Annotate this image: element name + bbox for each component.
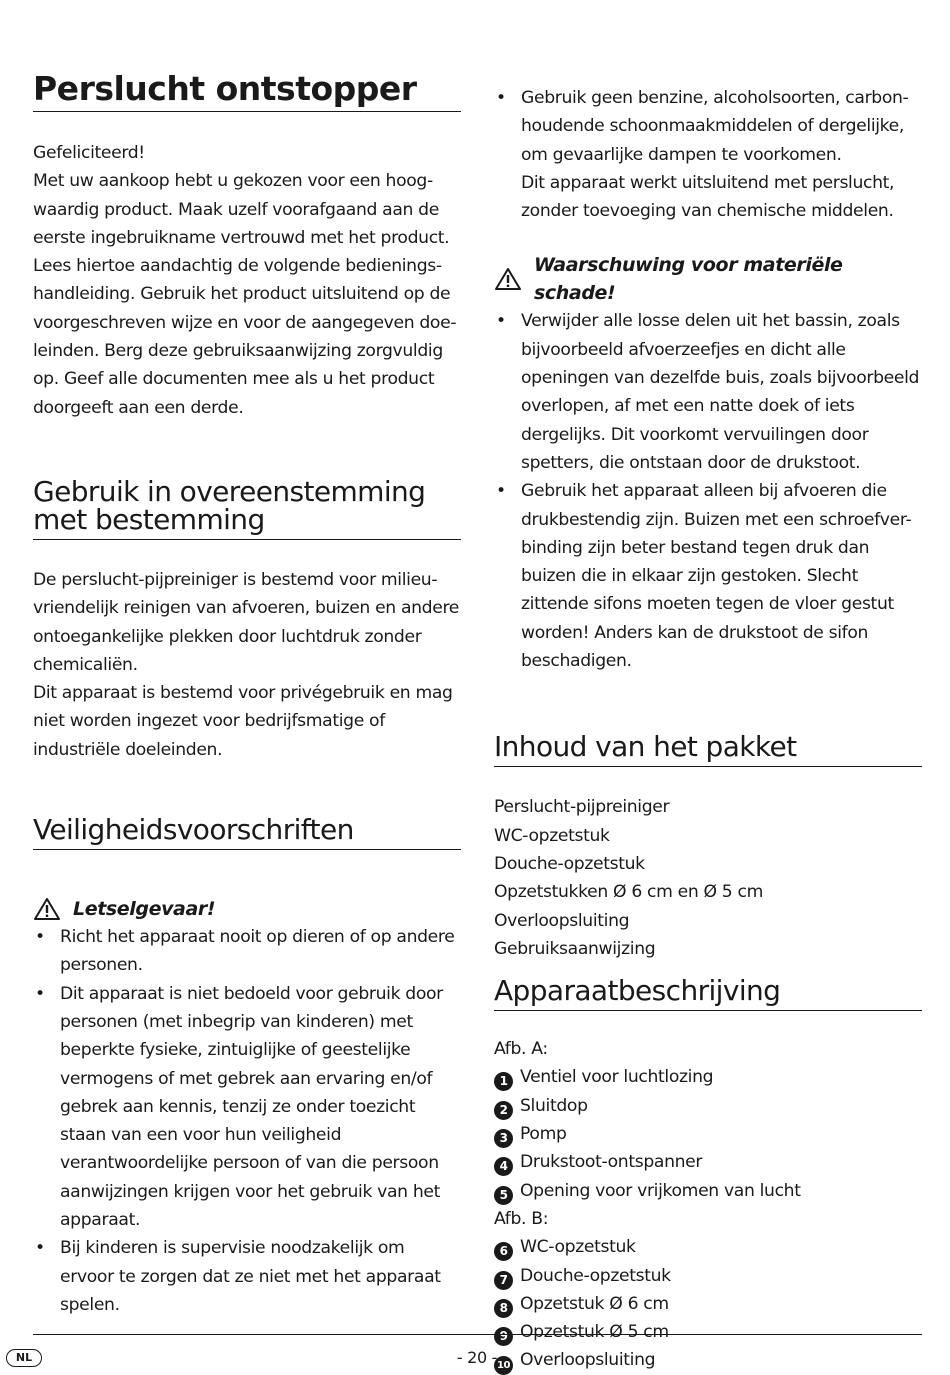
list-item: Douche-opzetstuk [494, 853, 645, 874]
language-badge: NL [6, 1349, 42, 1367]
list-item: • Bij kinderen is supervisie noodzakelijk om ervoor te zorgen dat ze niet met het apparaat spelen. [33, 1234, 461, 1319]
number-badge-icon: 2 [494, 1101, 513, 1120]
item-text: Pomp [520, 1124, 567, 1145]
injury-warning-text: Letselgevaar! [73, 898, 216, 921]
use-block [33, 566, 461, 764]
list-item: Gebruiksaanwijzing [494, 938, 656, 959]
number-badge-icon: 4 [494, 1157, 513, 1176]
bullet-text: Gebruik geen benzine, alcoholsoorten, carbon-houdende schoonmaakmiddelen of dergelijke, om gevaarlijke dampen te voorkomen. [521, 88, 909, 165]
number-badge-icon: 5 [494, 1186, 513, 1205]
device-list [494, 1035, 922, 1375]
number-badge-icon: 10 [494, 1356, 513, 1375]
warning-triangle-icon [33, 897, 61, 921]
page-number: - 20 - [456, 1348, 498, 1367]
list-item: • Verwijder alle losse delen uit het bassin, zoals bijvoorbeeld afvoerzeefjes en dicht alle openingen van dezelfde buis, zoals bijvoorbeeld overlopen, af met een natte doek of iets dergelijks. Dit voorkomt vervuilingen door spetters, die ontstaan door de drukstoot. [494, 307, 922, 477]
warning-triangle-icon [494, 267, 522, 291]
list-item: • Gebruik het apparaat alleen bij afvoeren die drukbestendig zijn. Buizen met een schroefver-binding zijn beter bestand tegen druk dan buizen die in elkaar zijn gestoken. Slecht zittende sifons moeten tegen de vloer gestut worden! Anders kan de drukstoot de sifon beschadigen. [494, 477, 922, 675]
list-item [494, 1318, 922, 1346]
device-heading: Apparaatbeschrijving [494, 977, 922, 1011]
injury-warning [33, 895, 461, 923]
item-text: Opzetstuk Ø 5 cm [520, 1322, 669, 1343]
use-text-2: Dit apparaat is bestemd voor privégebruik en mag niet worden ingezet voor bedrijfsmatige of industriële doeleinden. [33, 683, 453, 760]
intro-greeting: Gefeliciteerd! [33, 143, 145, 163]
item-text: Douche-opzetstuk [520, 1265, 671, 1286]
list-item [494, 1063, 922, 1091]
footer-divider [33, 1334, 922, 1335]
page-title: Perslucht ontstopper [33, 70, 461, 112]
item-text: Opzetstuk Ø 6 cm [520, 1293, 669, 1314]
list-item: Perslucht-pijpreiniger [494, 797, 670, 818]
list-item [494, 1262, 922, 1290]
intro-text: Met uw aankoop hebt u gekozen voor een hoog-waardig product. Maak uzelf voorafgaand aan de eerste ingebruikname vertrouwd met het product. Lees hiertoe aandachtig de volgende bedienings-handleiding. Gebruik het product uitsluitend op de voorgeschreven wijze en voor de aangegeven doe-leinden. Berg deze gebruiksaanwijzing zorgvuldig op. Geef alle documenten mee als u het product doorgeeft aan een derde. [33, 171, 457, 418]
list-item [494, 1120, 922, 1148]
damage-bullet-list [494, 307, 922, 675]
damage-warning-text: Waarschuwing voor materiële schade! [534, 254, 843, 305]
list-item: Opzetstukken Ø 6 cm en Ø 5 cm [494, 882, 763, 903]
safety-heading: Veiligheidsvoorschriften [33, 816, 461, 850]
injury-bullet-list [33, 923, 461, 1319]
item-text: Ventiel voor luchtlozing [520, 1067, 714, 1088]
number-badge-icon: 1 [494, 1072, 513, 1091]
item-text: WC-opzetstuk [520, 1237, 636, 1258]
package-list [494, 793, 922, 963]
right-column [494, 84, 922, 1375]
list-item: • Dit apparaat is niet bedoeld voor gebruik door personen (met inbegrip van kinderen) met beperkte fysieke, zintuiglijke of geestelijke vermogens of met gebrek aan ervaring en/of gebrek aan kennis, tenzij ze onder toezicht staan van een voor hun veiligheid verantwoordelijke persoon of van die persoon aanwijzingen krijgen voor het gebruik van het apparaat. [33, 980, 461, 1235]
list-item [494, 1290, 922, 1318]
list-item: • Richt het apparaat nooit op dieren of op andere personen. [33, 923, 461, 980]
fuel-bullet-list [494, 84, 922, 225]
list-item [494, 84, 922, 225]
left-column [33, 70, 461, 1319]
list-item [494, 1148, 922, 1176]
number-badge-icon: 6 [494, 1242, 513, 1261]
number-badge-icon: 9 [494, 1327, 513, 1346]
item-text: Sluitdop [520, 1095, 588, 1116]
list-item [494, 1233, 922, 1261]
number-badge-icon: 3 [494, 1129, 513, 1148]
intro-block [33, 139, 461, 422]
use-heading: Gebruik in overeenstemming met bestemming [33, 478, 461, 540]
item-text: Opening voor vrijkomen van lucht [520, 1180, 801, 1201]
item-text: Drukstoot-ontspanner [520, 1152, 703, 1173]
package-heading: Inhoud van het pakket [494, 733, 922, 767]
list-item [494, 1177, 922, 1205]
damage-warning [494, 251, 922, 307]
item-text: Overloopsluiting [520, 1350, 656, 1371]
use-text-1: De perslucht-pijpreiniger is bestemd voor milieu-vriendelijk reinigen van afvoeren, buizen en andere ontoegankelijke plekken door luchtdruk zonder chemicaliën. [33, 569, 460, 675]
figure-a-label: Afb. A: [494, 1039, 548, 1060]
list-item [494, 1092, 922, 1120]
list-item: WC-opzetstuk [494, 825, 610, 846]
bullet-extra-text: Dit apparaat werkt uitsluitend met perslucht, zonder toevoeging van chemische middelen. [521, 172, 895, 222]
number-badge-icon: 7 [494, 1271, 513, 1290]
number-badge-icon: 8 [494, 1299, 513, 1318]
list-item: Overloopsluiting [494, 910, 630, 931]
figure-b-label: Afb. B: [494, 1208, 549, 1229]
